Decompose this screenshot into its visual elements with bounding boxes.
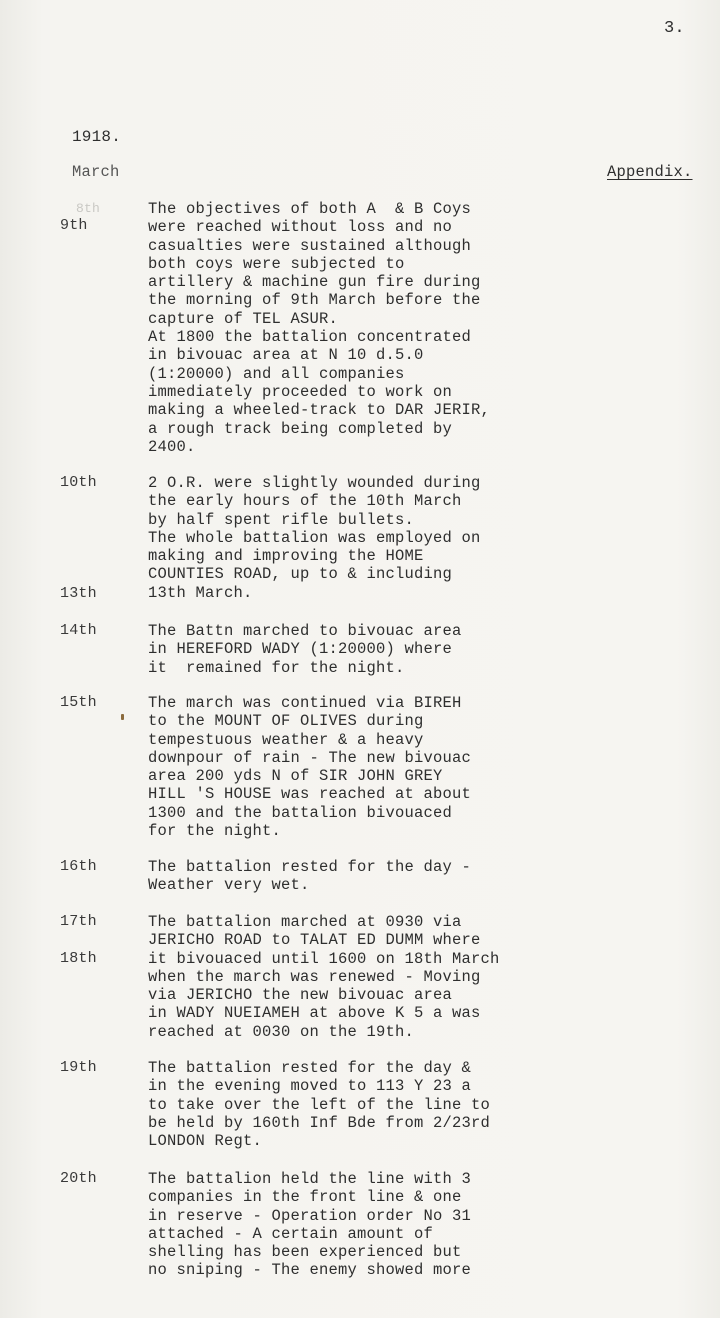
appendix-column-heading: Appendix. [607, 163, 693, 181]
year-heading: 1918. [72, 128, 122, 146]
ink-mark [121, 714, 124, 720]
entry-text: The battalion marched at 0930 via JERICHO ROAD to TALAT ED DUMM where it bivouaced until 1600 on 18th March when the march was renewed - Moving via JERICHO the new bivouac area in WADY NUEIAMEH at above K 5 a was reached at 0030 on the 19th. [148, 913, 500, 1041]
entry-date: 18th [60, 950, 97, 967]
entry-date: 15th [60, 694, 97, 711]
entry-date: 20th [60, 1170, 97, 1187]
entry-text: The battalion rested for the day - Weather very wet. [148, 858, 472, 895]
entry-date: 9th [60, 217, 88, 234]
entry-text: The Battn marched to bivouac area in HEREFORD WADY (1:20000) where it remained for the night. [148, 622, 462, 677]
entry-date: 13th [60, 585, 97, 602]
entry-text: The battalion held the line with 3 companies in the front line & one in reserve - Operation order No 31 attached - A certain amount of shelling has been experienced but no sniping - The enemy showed more [148, 1170, 472, 1280]
entry-date: 19th [60, 1059, 97, 1076]
entry-date: 10th [60, 474, 97, 491]
entry-date: 16th [60, 858, 97, 875]
page-number: 3. [664, 19, 685, 38]
entry-date: 14th [60, 622, 97, 639]
entry-text: 2 O.R. were slightly wounded during the early hours of the 10th March by half spent rifle bullets. The whole battalion was employed on making and improving the HOME COUNTIES ROAD, up to & including 13th March. [148, 474, 481, 602]
entry-text: The objectives of both A & B Coys were reached without loss and no casualties were sustained although both coys were subjected to artillery & machine gun fire during the morning of 9th March before the capture of TEL ASUR. At 1800 the battalion concentrated in bivouac area at N 10 d.5.0 (1:20000) and all companies immediately proceeded to work on making a wheeled-track to DAR JERIR, a rough track being completed by 2400. [148, 200, 491, 456]
entry-text: The march was continued via BIREH to the MOUNT OF OLIVES during tempestuous weather & a heavy downpour of rain - The new bivouac area 200 yds N of SIR JOHN GREY HILL 'S HOUSE was reached at about 1300 and the battalion bivouaced for the night. [148, 694, 472, 841]
faint-date-mark: 8th [76, 201, 101, 216]
month-heading: March [72, 163, 120, 181]
entry-text: The battalion rested for the day & in the evening moved to 113 Y 23 a to take over the left of the line to be held by 160th Inf Bde from 2/23rd LONDON Regt. [148, 1059, 491, 1151]
entry-date: 17th [60, 913, 97, 930]
